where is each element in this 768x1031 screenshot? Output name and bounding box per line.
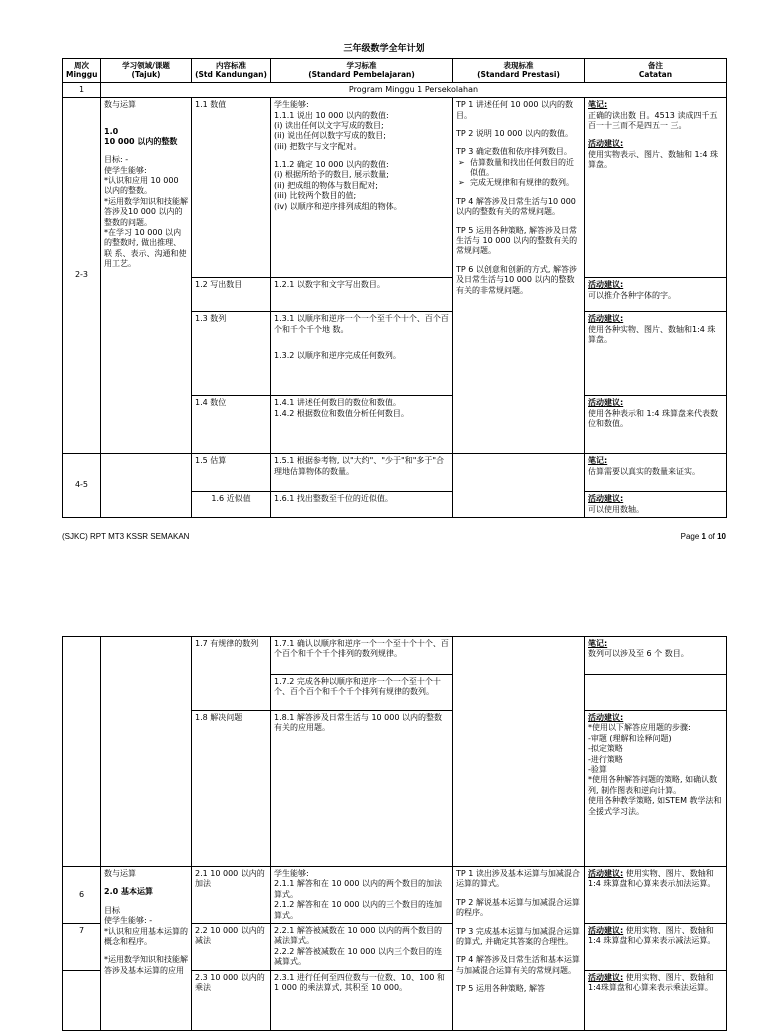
table-row bbox=[63, 454, 727, 492]
notes-cell: 活动建议: 使用实物、图片、数轴和 1:4珠算盘和心算来表示乘法运算。 bbox=[585, 970, 727, 1030]
content-cell: 1.8 解决问题 bbox=[192, 711, 271, 867]
page-title: 三年级数学全年计划 bbox=[343, 44, 425, 54]
area-cell bbox=[101, 637, 192, 867]
notes-cell bbox=[585, 675, 727, 711]
content-cell: 1.5 估算 bbox=[192, 454, 271, 492]
notes-cell: 活动建议: 使用各种实物、图片、数轴和1:4 珠算盘。 bbox=[585, 312, 727, 396]
content-cell: 2.2 10 000 以内的减法 bbox=[192, 923, 271, 970]
plan-table bbox=[62, 58, 727, 518]
area-cell bbox=[101, 454, 192, 518]
table-row bbox=[63, 98, 727, 278]
notes-cell: 活动建议: 使用实物、图片、数轴和 1:4 珠算盘和心算来表示加法运算。 bbox=[585, 867, 727, 924]
learning-cell: 1.3.1 以顺序和逆序一个一个至千个十个、百个百个和千个千个地 数。 1.3.2 以顺序和逆序完成任何数列。 bbox=[271, 312, 453, 396]
footer-page-number: Page 1 of 10 bbox=[680, 532, 726, 541]
header-area: 学习领域/课题 (Tajuk) bbox=[101, 59, 192, 83]
learning-cell: 学生能够: 2.1.1 解答和在 10 000 以内的两个数目的加法算式。 2.1.2 解答和在 10 000 以内的三个数目的连加算式。 bbox=[271, 867, 453, 924]
content-cell: 1.2 写出数目 bbox=[192, 278, 271, 312]
learning-cell: 1.8.1 解答涉及日常生活与 10 000 以内的整数有关的应用题。 bbox=[271, 711, 453, 867]
intro-week: 1 bbox=[63, 82, 101, 97]
header-row bbox=[63, 59, 727, 83]
content-cell: 1.6 近似值 bbox=[192, 492, 271, 518]
notes-cell: 活动建议: 使用各种表示和 1:4 珠算盘来代表数位和数值。 bbox=[585, 396, 727, 454]
header-notes: 备注 Catatan bbox=[585, 59, 727, 83]
notes-cell: 活动建议: 可以推介各种字体的字。 bbox=[585, 278, 727, 312]
area-cell: 数与运算 2.0 基本运算 目标 使学生能够: - *认识和应用基本运算的概念和程序。 *运用数学知识和技能解答涉及基本运算的应用 bbox=[101, 867, 192, 1031]
performance-cell bbox=[453, 454, 585, 518]
learning-cell: 2.3.1 进行任何至四位数与一位数、10、100 和 1 000 的乘法算式, 其积至 10 000。 bbox=[271, 970, 453, 1030]
table-row bbox=[63, 637, 727, 675]
week-cell: 7 bbox=[63, 923, 101, 970]
notes-cell: 活动建议: 可以使用数轴。 bbox=[585, 492, 727, 518]
notes-cell: 笔记: 数列可以涉及至 6 个 数目。 bbox=[585, 637, 727, 675]
week-cell bbox=[63, 970, 101, 1030]
header-performance: 表现标准 (Standard Prestasi) bbox=[453, 59, 585, 83]
learning-cell: 1.2.1 以数字和文字写出数目。 bbox=[271, 278, 453, 312]
learning-cell: 1.7.2 完成各种以顺序和逆序一个一个至十个十个、百个百个和千个千个排列有规律的数列。 bbox=[271, 675, 453, 711]
week-cell bbox=[63, 637, 101, 867]
week-cell: 2-3 bbox=[63, 98, 101, 454]
performance-cell: TP 1 讲述任何 10 000 以内的数目。 TP 2 说明 10 000 以内的数值。 TP 3 确定数值和依序排列数目。 ➢ 估算数量和找出任何数目的近似值。 ➢ 完成无规律和有规律的数列。 TP 4 解答涉及日常生活与10 000 以内的整数有关的常规问题。 TP 5 运用各种策略, 解答涉及日常生活与 10 000 以内的整数有关的常规问题。 TP 6 以创意和创新的方式, 解答涉及日常生活与10 000 以内的整数有关的非常规问题。 bbox=[453, 98, 585, 454]
content-cell: 2.1 10 000 以内的加法 bbox=[192, 867, 271, 924]
content-cell: 2.3 10 000 以内的乘法 bbox=[192, 970, 271, 1030]
learning-cell: 1.7.1 确认以顺序和逆序一个一个至十个十个、百个百个和千个千个排列的数列规律。 bbox=[271, 637, 453, 675]
performance-cell: TP 1 读出涉及基本运算与加减混合运算的算式。 TP 2 解说基本运算与加减混合运算的程序。 TP 3 完成基本运算与加减混合运算的算式, 并确定其答案的合理性。 TP 4 解答涉及日常生活和基本运算与加减混合运算有关的常规问题。 TP 5 运用各种策略, 解答 bbox=[453, 867, 585, 1031]
notes-cell: 笔记: 估算需要以真实的数量来证实。 bbox=[585, 454, 727, 492]
plan-table-continued bbox=[62, 636, 727, 1031]
intro-text: Program Minggu 1 Persekolahan bbox=[101, 82, 727, 97]
header-learning: 学习标准 (Standard Pembelajaran) bbox=[271, 59, 453, 83]
document-page-2 bbox=[0, 600, 768, 1024]
table-row bbox=[63, 867, 727, 924]
footer-doc-label: (SJKC) RPT MT3 KSSR SEMAKAN bbox=[62, 532, 190, 541]
content-cell: 1.1 数值 bbox=[192, 98, 271, 278]
area-cell: 数与运算 1.0 10 000 以内的整数 目标: - 使学生能够: *认识和应用 10 000 以内的整数。 *运用数学知识和技能解答涉及10 000 以内的整数的问题。 *在学习 10 000 以内的整数时, 做出推理、联 系、表示、沟通和使用工艺。 bbox=[101, 98, 192, 454]
learning-cell: 2.2.1 解答被减数在 10 000 以内的两个数目的减法算式。 2.2.2 解答被减数在 10 000 以内三个数目的连减算式。 bbox=[271, 923, 453, 970]
content-cell: 1.4 数位 bbox=[192, 396, 271, 454]
notes-cell: 笔记: 正确的读出数 目。4513 读成四千五百一十三而不是四五一 三。 活动建议: 使用实物表示、图片、数轴和 1:4 珠算盘。 bbox=[585, 98, 727, 278]
week-cell: 6 bbox=[63, 867, 101, 924]
performance-cell bbox=[453, 637, 585, 867]
content-cell: 1.7 有规律的数列 bbox=[192, 637, 271, 711]
learning-cell: 1.4.1 讲述任何数目的数位和数值。 1.4.2 根据数位和数值分析任何数目。 bbox=[271, 396, 453, 454]
learning-cell: 1.6.1 找出整数至千位的近似值。 bbox=[271, 492, 453, 518]
notes-cell: 活动建议: 使用实物、图片、数轴和 1:4 珠算盘和心算来表示减法运算。 bbox=[585, 923, 727, 970]
header-content: 内容标准 (Std Kandungan) bbox=[192, 59, 271, 83]
content-cell: 1.3 数列 bbox=[192, 312, 271, 396]
learning-cell: 学生能够: 1.1.1 说出 10 000 以内的数值: (i) 读出任何以文字写成的数目; (ii) 说出任何以数字写成的数目; (iii) 把数字与文字配对。 1.1.2 确定 10 000 以内的数值: (i) 根据所给予的数目, 展示数量; (ii) 把成组的物体与数目配对; (iii) 比较两个数目的值; (iv) 以顺序和逆序排列成组的物体。 bbox=[271, 98, 453, 278]
week-cell: 4-5 bbox=[63, 454, 101, 518]
intro-row bbox=[63, 82, 727, 97]
notes-cell: 活动建议: *使用以下解答应用题的步骤: -审题 (理解和诠释问题) -拟定策略 -进行策略 -验算 *使用各种解答问题的策略, 如确认数列, 制作图表和逆向计算。 使用各种教学策略, 如STEM 教学法和全援式学习法。 bbox=[585, 711, 727, 867]
learning-cell: 1.5.1 根据参考物, 以"大约"、"少于"和"多于"合理地估算物体的数量。 bbox=[271, 454, 453, 492]
header-week: 周次 Minggu bbox=[63, 59, 101, 83]
